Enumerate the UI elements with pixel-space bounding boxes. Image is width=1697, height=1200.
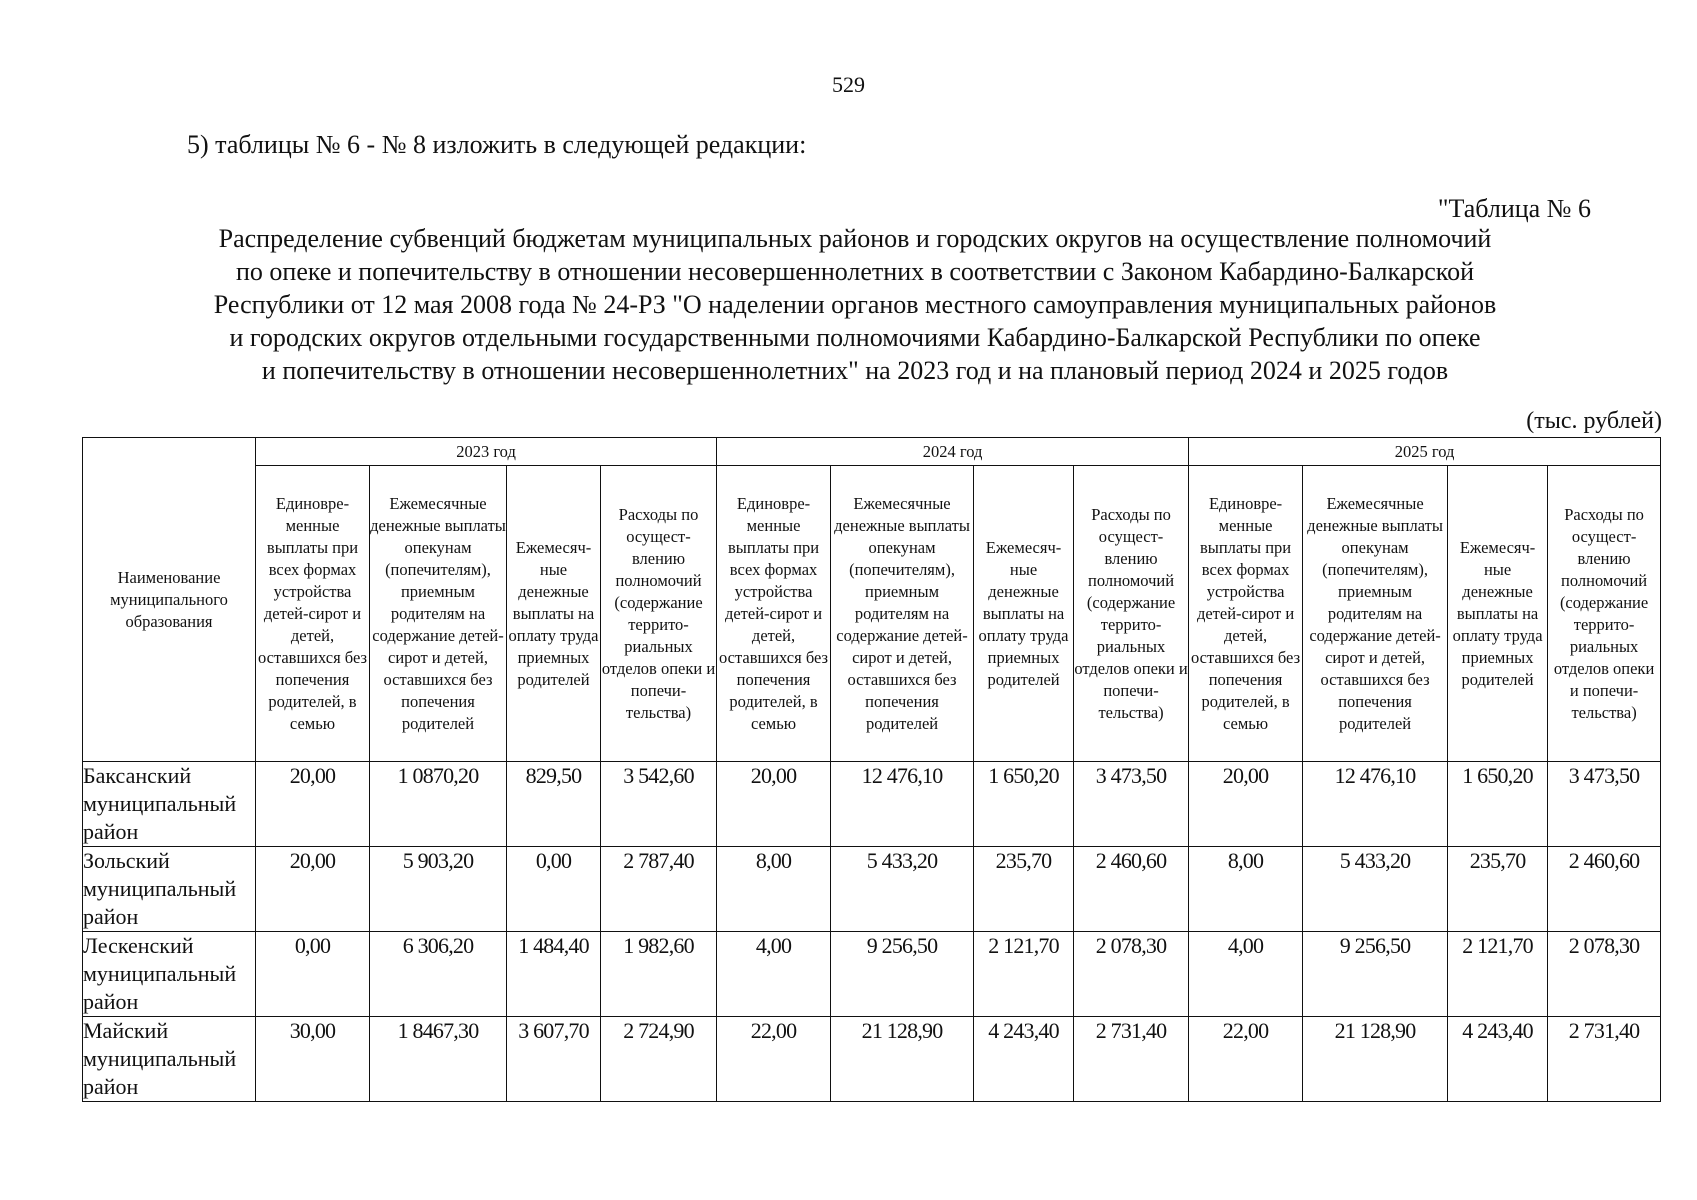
cell-value: 20,00 xyxy=(1189,762,1303,847)
cell-value: 235,70 xyxy=(974,847,1074,932)
table-label: "Таблица № 6 xyxy=(1437,194,1591,223)
cell-value: 1 484,40 xyxy=(507,932,601,1017)
cell-value: 12 476,10 xyxy=(831,762,974,847)
cell-value: 20,00 xyxy=(717,762,831,847)
cell-value: 2 460,60 xyxy=(1074,847,1189,932)
cell-value: 2 731,40 xyxy=(1074,1017,1189,1102)
title-line: и городских округов отдельными государственными полномочиями Кабардино-Балкарской Республики по опеке xyxy=(229,323,1481,352)
cell-value: 4,00 xyxy=(1189,932,1303,1017)
column-header-foster-parent-salary: Ежемесяч-ные денежные выплаты на оплату труда приемных родителей xyxy=(974,466,1074,762)
cell-value: 8,00 xyxy=(1189,847,1303,932)
cell-value: 3 473,50 xyxy=(1548,762,1661,847)
subvention-table xyxy=(82,437,1661,1102)
cell-value: 0,00 xyxy=(256,932,370,1017)
intro-text: 5) таблицы № 6 - № 8 изложить в следующей редакции: xyxy=(187,130,807,159)
cell-value: 21 128,90 xyxy=(831,1017,974,1102)
column-header-monthly-guardian-payments: Ежемесячные денежные выплаты опекунам (попечителям), приемным родителям на содержание детей-сирот и детей, оставшихся без попечения родителей xyxy=(1303,466,1448,762)
cell-value: 235,70 xyxy=(1448,847,1548,932)
table-title xyxy=(120,222,1590,387)
page-number: 529 xyxy=(832,72,865,97)
cell-value: 20,00 xyxy=(256,847,370,932)
column-header-one-time-payments: Единовре-менные выплаты при всех формах устройства детей-сирот и детей, оставшихся без попечения родителей, в семью xyxy=(717,466,831,762)
title-line: и попечительству в отношении несовершеннолетних" на 2023 год и на плановый период 2024 и 2025 годов xyxy=(261,356,1449,385)
title-line: по опеке и попечительству в отношении несовершеннолетних в соответствии с Законом Кабардино-Балкарской xyxy=(236,257,1474,286)
cell-value: 2 460,60 xyxy=(1548,847,1661,932)
cell-value: 3 542,60 xyxy=(601,762,717,847)
cell-value: 6 306,20 xyxy=(370,932,507,1017)
cell-value: 5 903,20 xyxy=(370,847,507,932)
cell-value: 21 128,90 xyxy=(1303,1017,1448,1102)
column-header-administration-costs: Расходы по осущест-влению полномочий (содержание террито-риальных отделов опеки и попечи-тельства) xyxy=(1074,466,1189,762)
cell-value: 0,00 xyxy=(507,847,601,932)
column-header-foster-parent-salary: Ежемесяч-ные денежные выплаты на оплату труда приемных родителей xyxy=(507,466,601,762)
cell-value: 2 078,30 xyxy=(1074,932,1189,1017)
year-header-2024: 2024 год xyxy=(717,438,1189,466)
cell-value: 8,00 xyxy=(717,847,831,932)
cell-value: 2 787,40 xyxy=(601,847,717,932)
cell-value: 1 8467,30 xyxy=(370,1017,507,1102)
column-header-foster-parent-salary: Ежемесяч-ные денежные выплаты на оплату труда приемных родителей xyxy=(1448,466,1548,762)
cell-value: 4 243,40 xyxy=(974,1017,1074,1102)
year-header-2023: 2023 год xyxy=(256,438,717,466)
cell-value: 22,00 xyxy=(717,1017,831,1102)
cell-value: 3 607,70 xyxy=(507,1017,601,1102)
cell-value: 30,00 xyxy=(256,1017,370,1102)
cell-value: 22,00 xyxy=(1189,1017,1303,1102)
row-name: Лескенский муниципальный район xyxy=(83,932,256,1017)
cell-value: 20,00 xyxy=(256,762,370,847)
units-label: (тыс. рублей) xyxy=(1526,408,1662,434)
cell-value: 1 982,60 xyxy=(601,932,717,1017)
year-header-2025: 2025 год xyxy=(1189,438,1661,466)
cell-value: 9 256,50 xyxy=(831,932,974,1017)
cell-value: 5 433,20 xyxy=(831,847,974,932)
cell-value: 2 731,40 xyxy=(1548,1017,1661,1102)
cell-value: 2 121,70 xyxy=(974,932,1074,1017)
cell-value: 1 0870,20 xyxy=(370,762,507,847)
cell-value: 2 121,70 xyxy=(1448,932,1548,1017)
column-header-one-time-payments: Единовре-менные выплаты при всех формах устройства детей-сирот и детей, оставшихся без попечения родителей, в семью xyxy=(256,466,370,762)
table-row xyxy=(83,762,1661,847)
table-row xyxy=(83,932,1661,1017)
column-header-administration-costs: Расходы по осущест-влению полномочий (содержание террито-риальных отделов опеки и попечи-тельства) xyxy=(601,466,717,762)
cell-value: 2 724,90 xyxy=(601,1017,717,1102)
name-column-header: Наименование муниципального образования xyxy=(83,438,256,762)
cell-value: 1 650,20 xyxy=(1448,762,1548,847)
cell-value: 5 433,20 xyxy=(1303,847,1448,932)
row-name: Баксанский муниципальный район xyxy=(83,762,256,847)
column-header-one-time-payments: Единовре-менные выплаты при всех формах устройства детей-сирот и детей, оставшихся без попечения родителей, в семью xyxy=(1189,466,1303,762)
column-header-administration-costs: Расходы по осущест-влению полномочий (содержание террито-риальных отделов опеки и попечи-тельства) xyxy=(1548,466,1661,762)
cell-value: 4 243,40 xyxy=(1448,1017,1548,1102)
table-row xyxy=(83,1017,1661,1102)
cell-value: 829,50 xyxy=(507,762,601,847)
cell-value: 2 078,30 xyxy=(1548,932,1661,1017)
cell-value: 1 650,20 xyxy=(974,762,1074,847)
title-line: Республики от 12 мая 2008 года № 24-РЗ "О наделении органов местного самоуправления муниципальных районов xyxy=(213,290,1497,319)
table-row xyxy=(83,847,1661,932)
cell-value: 12 476,10 xyxy=(1303,762,1448,847)
cell-value: 4,00 xyxy=(717,932,831,1017)
column-header-monthly-guardian-payments: Ежемесячные денежные выплаты опекунам (попечителям), приемным родителям на содержание детей-сирот и детей, оставшихся без попечения родителей xyxy=(831,466,974,762)
column-header-monthly-guardian-payments: Ежемесячные денежные выплаты опекунам (попечителям), приемным родителям на содержание детей-сирот и детей, оставшихся без попечения родителей xyxy=(370,466,507,762)
cell-value: 3 473,50 xyxy=(1074,762,1189,847)
title-line: Распределение субвенций бюджетам муниципальных районов и городских округов на осуществление полномочий xyxy=(218,224,1492,253)
row-name: Зольский муниципальный район xyxy=(83,847,256,932)
row-name: Майский муниципальный район xyxy=(83,1017,256,1102)
cell-value: 9 256,50 xyxy=(1303,932,1448,1017)
